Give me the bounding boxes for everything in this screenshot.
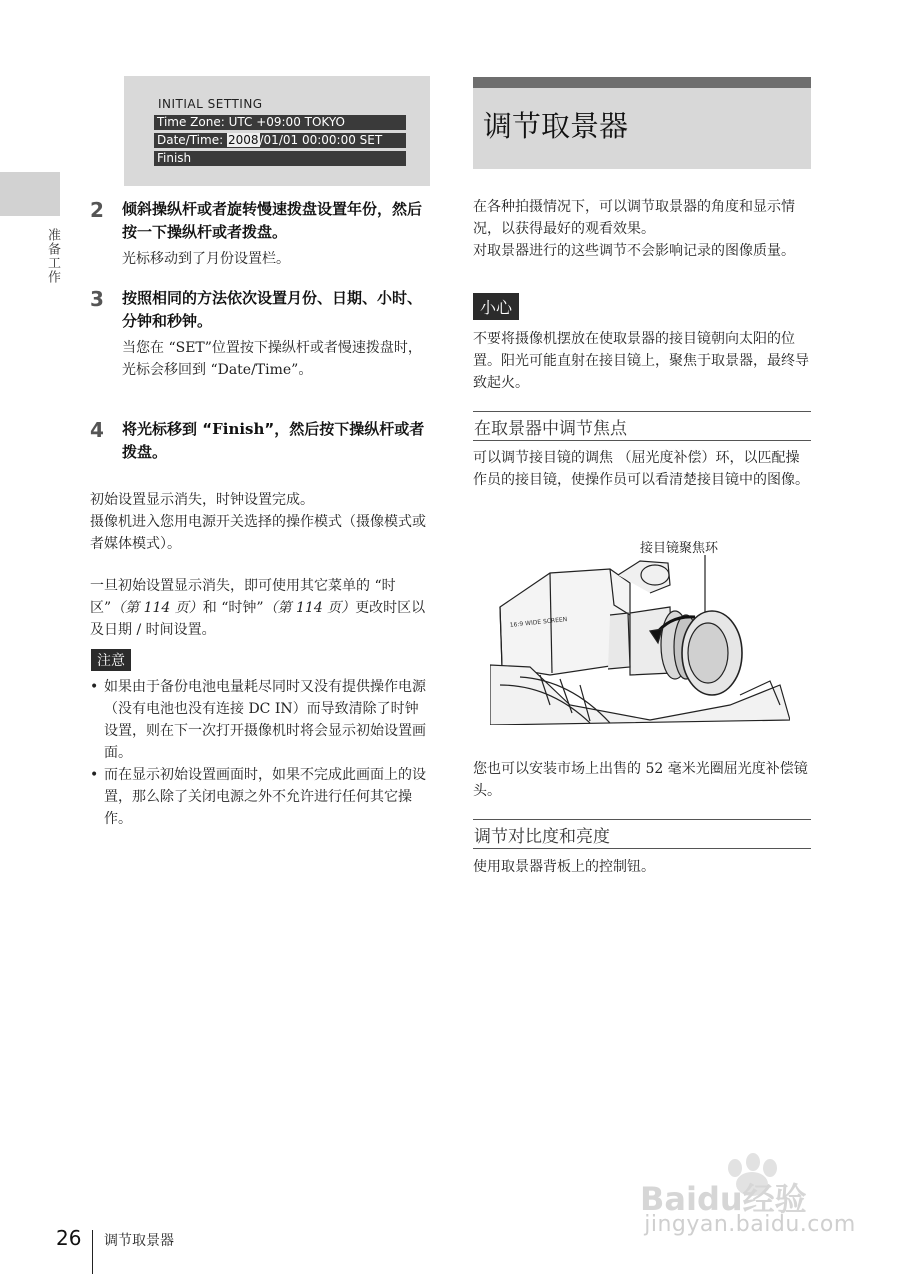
subheading-contrast: 调节对比度和亮度 <box>473 819 811 849</box>
page-ref-link[interactable]: （第 114 页） <box>111 600 203 616</box>
intro-text: 在各种拍摄情况下，可以调节取景器的角度和显示情况，以获得最好的观看效果。 <box>473 199 795 237</box>
intro-text-2: 对取景器进行的这些调节不会影响记录的图像质量。 <box>473 243 795 259</box>
step-title: 按照相同的方法依次设置月份、日期、小时、分钟和秒钟。 <box>122 289 423 330</box>
lcd-screen <box>124 76 430 186</box>
step-title-finish: Finish <box>212 420 265 438</box>
ref-text-c: 更改时区以及日期 / 时间设置。 <box>90 600 426 638</box>
step-title-post: ”，然后按下操纵杆或者拨盘。 <box>122 420 425 461</box>
lcd-row-timezone: Time Zone: UTC +09:00 TOKYO <box>154 115 406 130</box>
figure-label: 接目镜聚焦环 <box>640 541 719 556</box>
section-header <box>473 77 811 169</box>
step-title: 倾斜操纵杆或者旋转慢速拨盘设置年份，然后按一下操纵杆或者拨盘。 <box>122 200 423 241</box>
lcd-row-finish: Finish <box>154 151 406 166</box>
step-number: 2 <box>90 198 104 222</box>
intro-paragraph <box>473 196 809 262</box>
lens-label: 16:9 WIDE SCREEN <box>509 616 568 629</box>
lcd-date-label: Date/Time: <box>157 133 227 147</box>
result-line-2: 摄像机进入您用电源开关选择的操作模式（摄像模式或者媒体模式）。 <box>90 514 426 552</box>
result-line-1: 初始设置显示消失，时钟设置完成。 <box>90 492 314 508</box>
contrast-text: 使用取景器背板上的控制钮。 <box>473 859 655 875</box>
step-4 <box>90 418 430 468</box>
footer-title: 调节取景器 <box>104 1233 174 1249</box>
reference-paragraph <box>90 575 432 641</box>
viewfinder-illustration <box>490 555 790 725</box>
result-paragraph <box>90 489 432 555</box>
step-body: 当您在 “SET”位置按下操纵杆或者慢速拨盘时，光标会移回到 “Date/Time”。 <box>122 340 422 378</box>
section-title: 调节取景器 <box>483 109 629 143</box>
focus-text: 可以调节接目镜的调焦 （屈光度补偿）环，以匹配操作员的接目镜，使操作员可以看清楚接目镜中的图像。 <box>473 450 809 488</box>
note-item: • 而在显示初始设置画面时，如果不完成此画面上的设置，那么除了关闭电源之外不允许进行任何其它操作。 <box>90 764 430 830</box>
watermark-url: jingyan.baidu.com <box>644 1212 856 1237</box>
watermark-logo-text: Baidu经验 <box>640 1180 807 1218</box>
lens-text: 您也可以安装市场上出售的 52 毫米光圈屈光度补偿镜头。 <box>473 761 808 799</box>
side-label: 准备工作 <box>45 228 60 284</box>
lcd-row-datetime <box>154 133 406 148</box>
caution-text: 不要将摄像机摆放在使取景器的接目镜朝向太阳的位置。阳光可能直射在接目镜上，聚焦于取景器，最终导致起火。 <box>473 331 809 391</box>
page-number: 26 <box>56 1226 82 1250</box>
step-number: 4 <box>90 418 104 442</box>
footer-divider <box>92 1230 93 1274</box>
ref-text-b: 和 “时钟” <box>202 600 264 616</box>
note-item: • 如果由于备份电池电量耗尽同时又没有提供操作电源 （没有电池也没有连接 DC IN）而导致清除了时钟设置，则在下一次打开摄像机时将会显示初始设置画面。 <box>90 676 430 764</box>
step-2 <box>90 198 430 278</box>
lcd-title: INITIAL SETTING <box>158 97 263 111</box>
subheading-focus: 在取景器中调节焦点 <box>473 411 811 441</box>
caution-tag: 小心 <box>473 293 519 320</box>
ref-text-a: 一旦初始设置显示消失，即可使用其它菜单的 “时区” <box>90 578 396 616</box>
step-title-pre: 将光标移到 “ <box>122 420 213 438</box>
note-tag: 注意 <box>91 649 131 671</box>
step-3 <box>90 287 430 407</box>
step-title <box>122 418 432 464</box>
step-body: 光标移动到了月份设置栏。 <box>122 251 290 267</box>
step-number: 3 <box>90 287 104 311</box>
lcd-date-rest: /01/01 00:00:00 SET <box>259 133 383 147</box>
lcd-date-highlight: 2008 <box>227 133 259 147</box>
page-ref-link[interactable]: （第 114 页） <box>263 600 356 616</box>
note-list <box>90 676 430 830</box>
side-tab <box>0 172 60 216</box>
